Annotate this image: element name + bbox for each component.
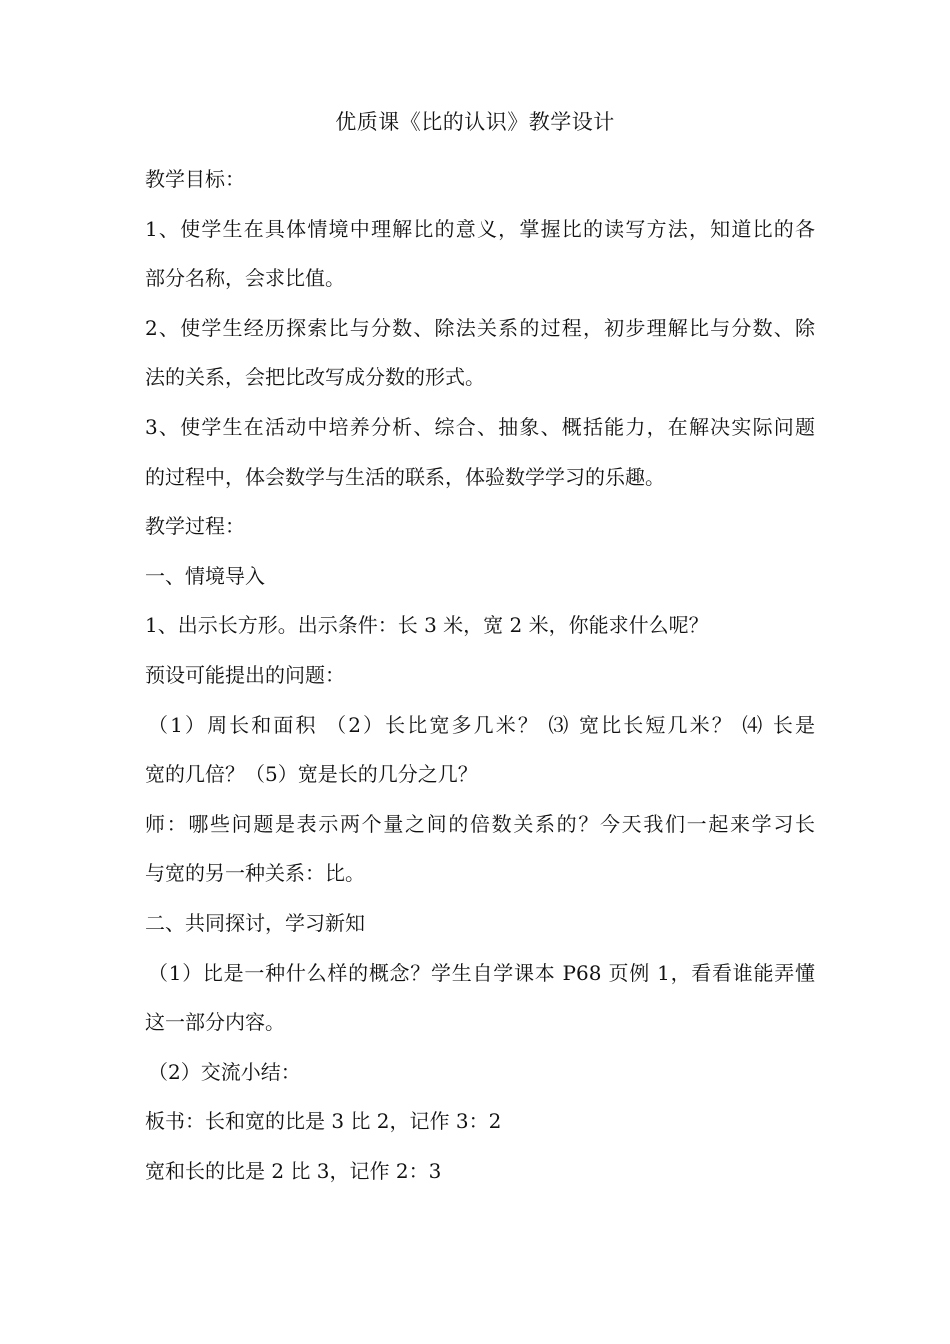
paragraph-line: 预设可能提出的问题： xyxy=(145,662,345,687)
paragraph-line: 与宽的另一种关系：比。 xyxy=(145,861,365,886)
paragraph-line: 2、使学生经历探索比与分数、除法关系的过程，初步理解比与分数、除 xyxy=(145,315,815,340)
document-body xyxy=(145,155,815,1196)
paragraph-line: 宽的几倍？（5）宽是长的几分之几？ xyxy=(145,762,478,787)
paragraph-line: 宽和长的比是 2 比 3，记作 2：3 xyxy=(145,1158,442,1183)
paragraph-line: 这一部分内容。 xyxy=(145,1010,285,1035)
paragraph-line: （1）比是一种什么样的概念？学生自学课本 P68 页例 1，看看谁能弄懂 xyxy=(148,960,815,985)
paragraph-line: 1、使学生在具体情境中理解比的意义，掌握比的读写方法，知道比的各 xyxy=(145,216,815,241)
paragraph-line: 板书：长和宽的比是 3 比 2，记作 3：2 xyxy=(145,1109,502,1134)
paragraph-line: 部分名称，会求比值。 xyxy=(145,266,345,291)
paragraph-line: 3、使学生在活动中培养分析、综合、抽象、概括能力，在解决实际问题 xyxy=(145,414,815,439)
paragraph-line: 的过程中，体会数学与生活的联系，体验数学学习的乐趣。 xyxy=(145,464,665,489)
paragraph-line: 法的关系，会把比改写成分数的形式。 xyxy=(145,365,485,390)
document-title: 优质课《比的认识》教学设计 xyxy=(335,110,615,134)
section-heading-process: 教学过程： xyxy=(145,514,245,539)
paragraph-line: （2）交流小结： xyxy=(148,1059,301,1084)
paragraph-line: 1、出示长方形。出示条件：长 3 米，宽 2 米，你能求什么呢？ xyxy=(145,613,709,638)
paragraph-line: （1）周长和面积 （2）长比宽多几米？ ⑶ 宽比长短几米？ ⑷ 长是 xyxy=(148,712,815,737)
paragraph-line: 师：哪些问题是表示两个量之间的倍数关系的？今天我们一起来学习长 xyxy=(145,811,815,836)
section-heading-explore: 二、共同探讨，学习新知 xyxy=(145,910,365,935)
section-heading-intro: 一、情境导入 xyxy=(145,563,265,588)
section-heading-objectives: 教学目标： xyxy=(145,167,245,191)
